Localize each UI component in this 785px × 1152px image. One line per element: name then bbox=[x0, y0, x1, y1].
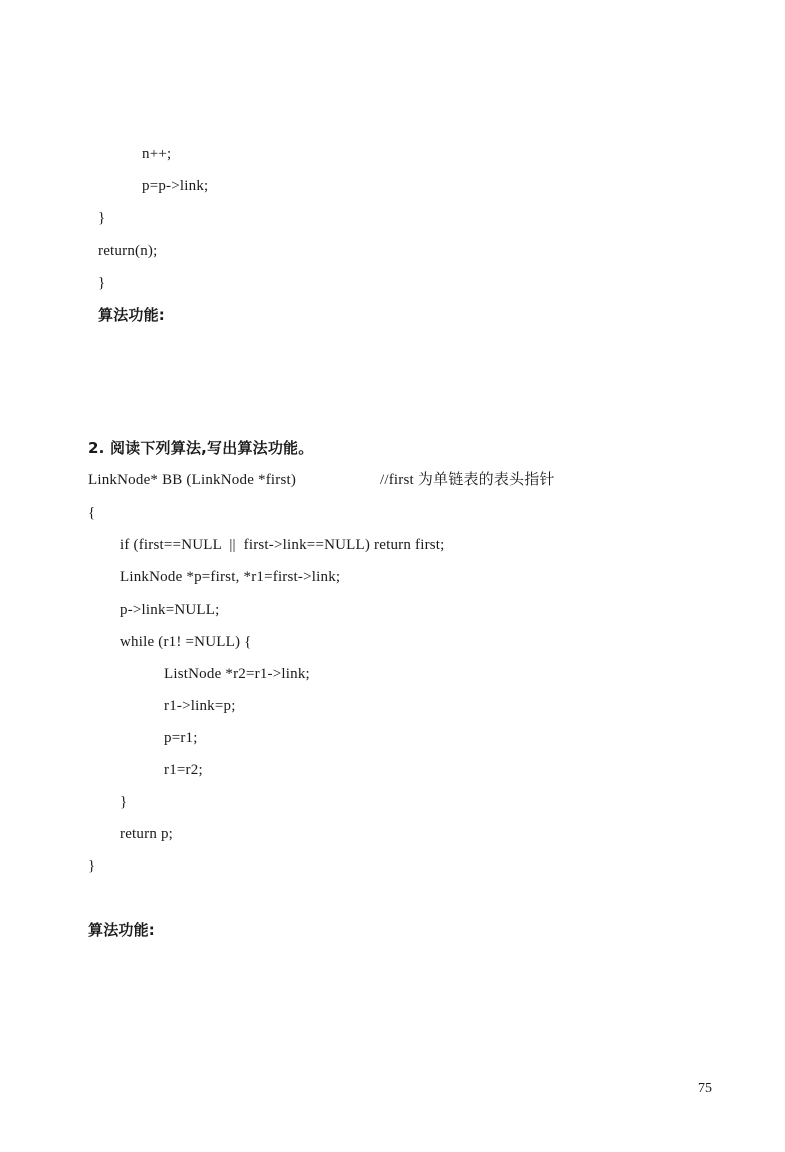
code-line: p=p->link; bbox=[142, 178, 209, 194]
page-number: 75 bbox=[698, 1081, 712, 1096]
code-line: r1->link=p; bbox=[164, 698, 236, 714]
code-line: while (r1! =NULL) { bbox=[120, 634, 252, 650]
code-line: return(n); bbox=[98, 243, 158, 259]
signature-comment: //first 为单链表的表头指针 bbox=[380, 472, 555, 488]
code-line: r1=r2; bbox=[164, 762, 203, 778]
code-line: LinkNode *p=first, *r1=first->link; bbox=[120, 569, 341, 585]
code-line: } bbox=[120, 794, 128, 810]
code-line: { bbox=[88, 505, 96, 521]
code-line: p=r1; bbox=[164, 730, 198, 746]
function-signature: LinkNode* BB (LinkNode *first) bbox=[88, 472, 297, 488]
code-line: } bbox=[98, 210, 106, 226]
code-line: } bbox=[88, 858, 96, 874]
function-label: 算法功能: bbox=[88, 921, 155, 939]
code-line: n++; bbox=[142, 146, 172, 162]
code-line: p->link=NULL; bbox=[120, 602, 220, 618]
function-label: 算法功能: bbox=[98, 306, 165, 324]
code-line: } bbox=[98, 275, 106, 291]
question-heading: 2. 阅读下列算法,写出算法功能。 bbox=[88, 439, 314, 457]
code-line: if (first==NULL || first->link==NULL) return first; bbox=[120, 537, 445, 553]
code-line: return p; bbox=[120, 826, 174, 842]
code-line: ListNode *r2=r1->link; bbox=[164, 666, 310, 682]
